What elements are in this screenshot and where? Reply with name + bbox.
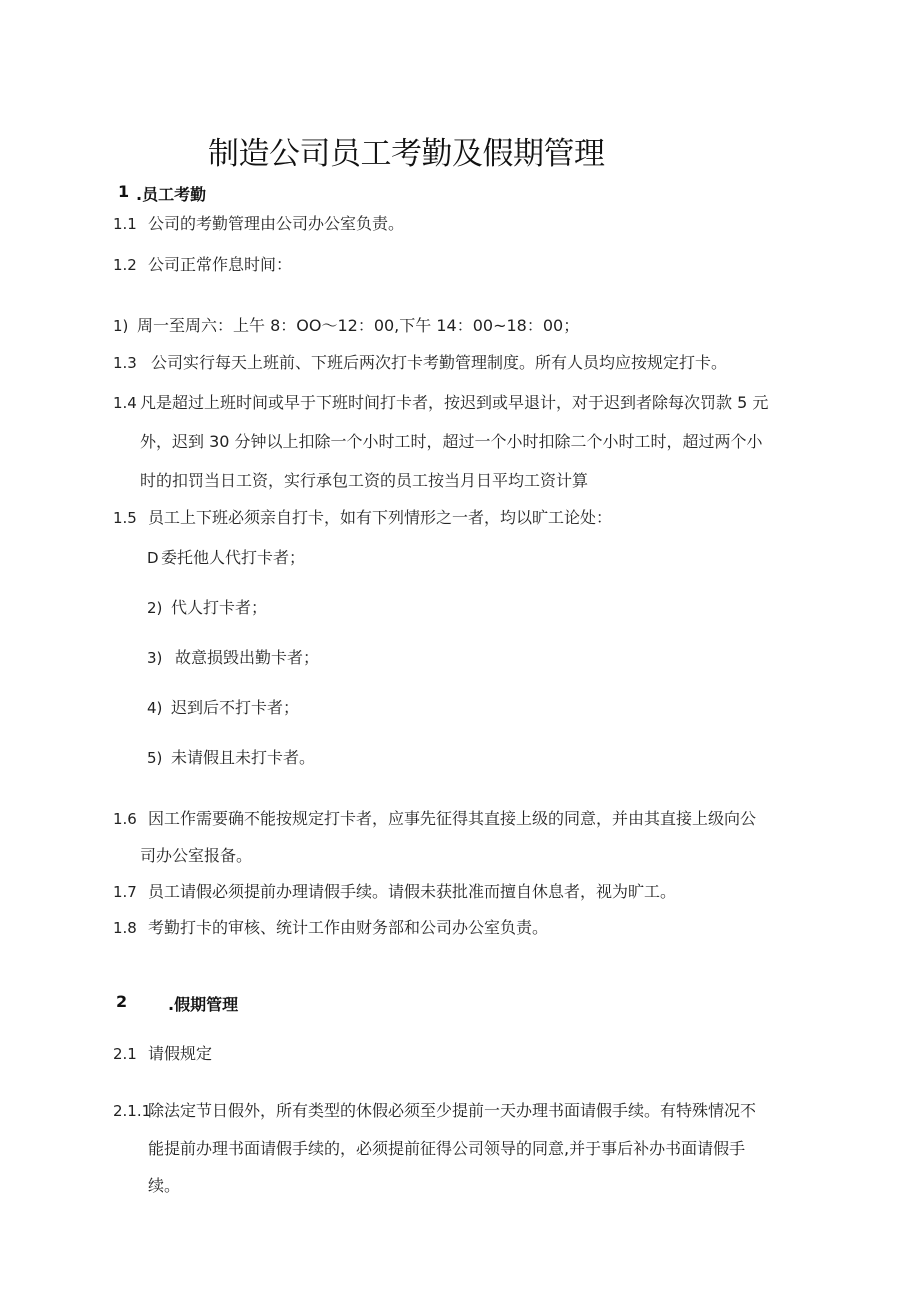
clause-text-line: 因工作需要确不能按规定打卡者，应事先征得其直接上级的同意，并由其直接上级向公 <box>148 809 757 828</box>
list-text: 代人打卡者； <box>171 598 268 617</box>
clause-number: 1.6 <box>113 810 137 828</box>
clause-2-1-1-continued: 续。 <box>148 1176 181 1195</box>
clause-text: 考勤打卡的审核、统计工作由财务部和公司办公室负责。 <box>148 918 549 937</box>
list-number: 2) <box>147 599 163 617</box>
clause-number: 1.2 <box>113 256 137 274</box>
clause-1-4-continued: 外，迟到 30 分钟以上扣除一个小时工时，超过一个小时扣除二个小时工时，超过两个小 <box>140 432 763 451</box>
list-text: 周一至周六：上午 8：OO～12：00,下午 14：00~18：00； <box>137 316 580 335</box>
clause-number: 1.1 <box>113 215 137 233</box>
clause-number: 1.5 <box>113 509 137 527</box>
clause-text: 请假规定 <box>148 1044 213 1063</box>
list-number: 1) <box>113 317 129 335</box>
list-number: 5) <box>147 749 163 767</box>
list-number: 3) <box>147 649 163 667</box>
clause-text-line: 除法定节日假外，所有类型的休假必须至少提前一天办理书面请假手续。有特殊情况不 <box>148 1101 757 1120</box>
clause-number: 1.3 <box>113 354 137 372</box>
list-text: 委托他人代打卡者； <box>161 548 306 567</box>
clause-number: 2.1.1 <box>113 1102 152 1120</box>
clause-1-6-continued: 司办公室报备。 <box>140 846 253 865</box>
clause-number: 1.8 <box>113 919 137 937</box>
clause-text: 公司正常作息时间： <box>148 255 293 274</box>
clause-text: 员工请假必须提前办理请假手续。请假未获批准而擅自休息者，视为旷工。 <box>148 882 677 901</box>
list-text: 未请假且未打卡者。 <box>171 748 316 767</box>
section-2-number: 2 <box>116 992 128 1011</box>
clause-text-line: 凡是超过上班时间或早于下班时间打卡者，按迟到或早退计，对于迟到者除每次罚款 5 元 <box>140 393 769 412</box>
list-text: 故意损毁出勤卡者； <box>175 648 320 667</box>
clause-2-1-1-continued: 能提前办理书面请假手续的，必须提前征得公司领导的同意,并于事后补办书面请假手 <box>148 1139 746 1158</box>
clause-number: 1.4 <box>113 394 137 412</box>
clause-1-4-continued: 时的扣罚当日工资，实行承包工资的员工按当月日平均工资计算 <box>140 471 589 490</box>
section-1-heading: .员工考勤 <box>136 185 207 204</box>
clause-text: 公司实行每天上班前、下班后两次打卡考勤管理制度。所有人员均应按规定打卡。 <box>151 353 728 372</box>
clause-number: 1.7 <box>113 883 137 901</box>
clause-text: 公司的考勤管理由公司办公室负责。 <box>148 214 405 233</box>
clause-number: 2.1 <box>113 1045 137 1063</box>
clause-text: 员工上下班必须亲自打卡，如有下列情形之一者，均以旷工论处： <box>148 508 613 527</box>
section-1-number: 1 <box>118 182 130 201</box>
list-text: 迟到后不打卡者； <box>171 698 300 717</box>
section-2-heading: .假期管理 <box>168 995 239 1014</box>
document-title: 制造公司员工考勤及假期管理 <box>208 136 605 172</box>
list-number: 4) <box>147 699 163 717</box>
list-number: D <box>147 549 159 567</box>
